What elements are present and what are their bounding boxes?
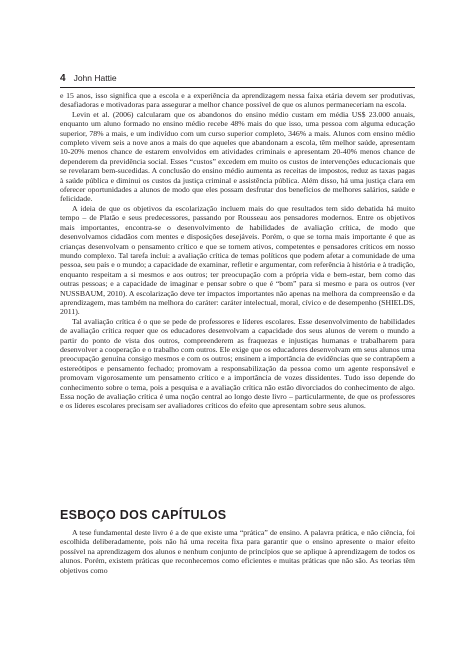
body-text	[60, 91, 415, 411]
paragraph: A tese fundamental deste livro é a de que existe uma “prática” de ensino. A palavra prática, e não ciência, foi escolhida deliberadamente, pois não há uma receita fixa para garantir que o ensino apresente o maior efeito possível na aprendizagem dos alunos e nenhum conjunto de princípios que se aplique à aprendizagem de todos os alunos. Porém, existem práticas que reconhecemos como eficientes e muitas práticas que não são. As teorias têm objetivos como	[60, 528, 415, 575]
page-number: 4	[60, 73, 66, 84]
section-heading: ESBOÇO DOS CAPÍTULOS	[60, 508, 227, 522]
header-rule	[60, 87, 415, 88]
paragraph: A ideia de que os objetivos da escolarização incluem mais do que resultados tem sido debatida há muito tempo – de Platão e seus predecessores, passando por Rousseau aos pensadores modernos. Entre os objetivos mais importantes, encontra-se o desenvolvimento de habilidades de avaliação crítica, de modo que desenvolvamos cidadãos com mentes e disposições desejáveis. Porém, o que se torna mais importante é que as crianças desenvolvam o pensamento crítico e que se tornem ativos, competentes e pensadores críticos em nosso mundo complexo. Tal tarefa inclui: a avaliação crítica de temas políticos que podem afetar a comunidade de uma pessoa, seu país e o mundo; a capacidade de examinar, refletir e argumentar, com referência à história e à tradição, enquanto respeitam a si mesmos e aos outros; ter preocupação com a própria vida e bem-estar, bem como das outras pessoas; e a capacidade de imaginar e pensar sobre o que é “bom” para si mesmo e para os outros (ver NUSSBAUM, 2010). A escolarização deve ter impactos importantes não apenas na melhora da compreensão e da aprendizagem, mas também na melhora do caráter: caráter intelectual, moral, cívico e de desempenho (SHIELDS, 2011).	[60, 203, 415, 317]
author-name: John Hattie	[73, 73, 117, 83]
paragraph: Tal avaliação crítica é o que se pede de professores e líderes escolares. Esse desenvolvimento de habilidades de avaliação crítica requer que os educadores desenvolvam a capacidade dos seus alunos de verem o mundo a partir do ponto de vista dos outros, compreenderem as fraquezas e injustiças humanas e trabalharem para desenvolver a cooperação e o trabalho com outros. Ele exige que os educadores desenvolvam em seus alunos uma preocupação genuína consigo mesmos e com os outros; ensinem a importância de evidências que se contrapõem a estereótipos e pensamento fechado; promovam a responsabilização da pessoa como um agente responsável e promovam vigorosamente um pensamento crítico e a importância de vozes dissidentes. Tudo isso depende do conhecimento sobre o tema, pois a pesquisa e a avaliação crítica não estão divorciados do conhecimento de algo. Essa noção de avaliação crítica é uma noção central ao longo deste livro – particularmente, de que os professores e os líderes escolares precisam ser avaliadores críticos do efeito que apresentam sobre seus alunos.	[60, 316, 415, 411]
paragraph: Levin et al. (2006) calcularam que os abandonos do ensino médio custam em média US$ 23.000 anuais, enquanto um aluno formado no ensino médio recebe 48% mais do que isso, uma pessoa com alguma educação superior, 78% a mais, e um indivíduo com um curso superior completo, 346% a mais. Alunos com ensino médio completo vivem seis a nove anos a mais do que aqueles que abandonam a escola, têm melhor saúde, apresentam 10-20% menos chance de estarem envolvidos em atividades criminais e apresentam 20-40% menos chance de dependerem da previdência social. Esses “custos” excedem em muito os custos de intervenções educacionais que se revelaram bem-sucedidas. A conclusão do ensino médio aumenta as receitas de impostos, reduz as taxas pagas à saúde pública e diminui os custos da justiça criminal e assistência pública. Além disso, há uma justiça clara em oferecer oportunidades a alunos de modo que eles possam desfrutar dos benefícios de melhores salários, saúde e felicidade.	[60, 109, 415, 204]
paragraph: e 15 anos, isso significa que a escola e a experiência da aprendizagem nessa faixa etária devem ser produtivas, desafiadoras e motivadoras para assegurar a melhor chance possível de que os alunos permaneceriam na escola.	[60, 91, 415, 110]
section-body-text	[60, 528, 415, 575]
running-header	[60, 73, 415, 84]
